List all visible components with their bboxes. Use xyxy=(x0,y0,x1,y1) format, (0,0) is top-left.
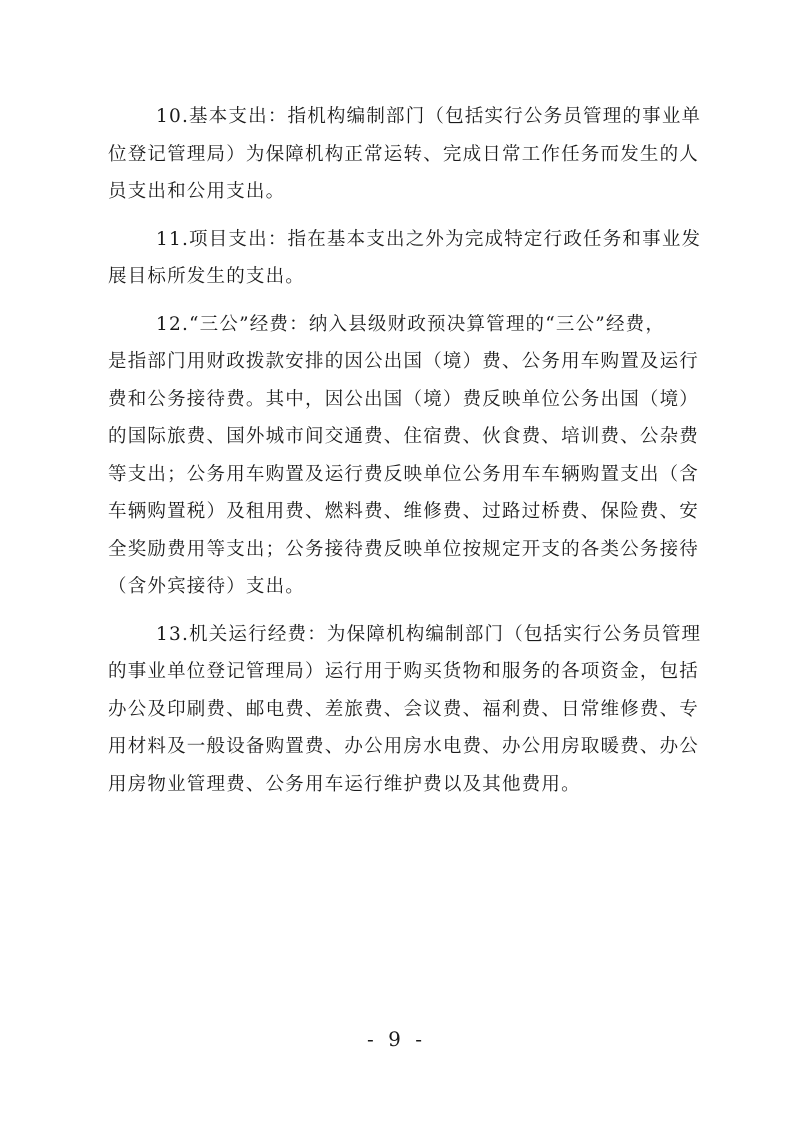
paragraph-line: （含外宾接待）支出。 xyxy=(108,576,306,597)
paragraph-line: 用材料及一般设备购置费、办公用房水电费、办公用房取暖费、办公 xyxy=(108,736,700,757)
paragraph-line: 办公及印刷费、邮电费、差旅费、会议费、福利费、日常维修费、专 xyxy=(108,698,700,720)
paragraph-line: 用房物业管理费、公务用车运行维护费以及其他费用。 xyxy=(108,773,581,795)
paragraph-line: 10.基本支出：指机构编制部门（包括实行公务员管理的事业单 xyxy=(156,106,702,127)
paragraph-line: 员支出和公用支出。 xyxy=(108,181,286,202)
paragraph-line: 的国际旅费、国外城市间交通费、住宿费、伙食费、培训费、公杂费 xyxy=(108,426,700,447)
paragraph-line: 费和公务接待费。其中，因公出国（境）费反映单位公务出国（境） xyxy=(108,388,700,410)
page-number: - 9 - xyxy=(367,1027,426,1051)
paragraph-project-expenditure xyxy=(108,221,702,296)
paragraph-line: 展目标所发生的支出。 xyxy=(108,266,306,287)
paragraph-line: 车辆购置税）及租用费、燃料费、维修费、过路过桥费、保险费、安 xyxy=(108,501,700,522)
paragraph-line: 全奖励费用等支出；公务接待费反映单位按规定开支的各类公务接待 xyxy=(108,538,700,560)
paragraph-line: 位登记管理局）为保障机构正常运转、完成日常工作任务而发生的人 xyxy=(108,143,700,165)
paragraph-three-public-expenses xyxy=(108,306,700,606)
paragraph-line: 等支出；公务用车购置及运行费反映单位公务用车车辆购置支出（含 xyxy=(108,463,700,485)
paragraph-line: 是指部门用财政拨款安排的因公出国（境）费、公务用车购置及运行 xyxy=(108,351,700,372)
document-body xyxy=(108,98,702,813)
paragraph-operating-expenses xyxy=(108,616,702,804)
paragraph-basic-expenditure xyxy=(108,98,702,211)
paragraph-line: 的事业单位登记管理局）运行用于购买货物和服务的各项资金，包括 xyxy=(108,661,700,682)
paragraph-line: 13.机关运行经费：为保障机构编制部门（包括实行公务员管理 xyxy=(156,623,702,645)
paragraph-line: 12.“三公”经费：纳入县级财政预决算管理的“三公”经费， xyxy=(156,313,666,335)
paragraph-line: 11.项目支出：指在基本支出之外为完成特定行政任务和事业发 xyxy=(156,228,702,250)
